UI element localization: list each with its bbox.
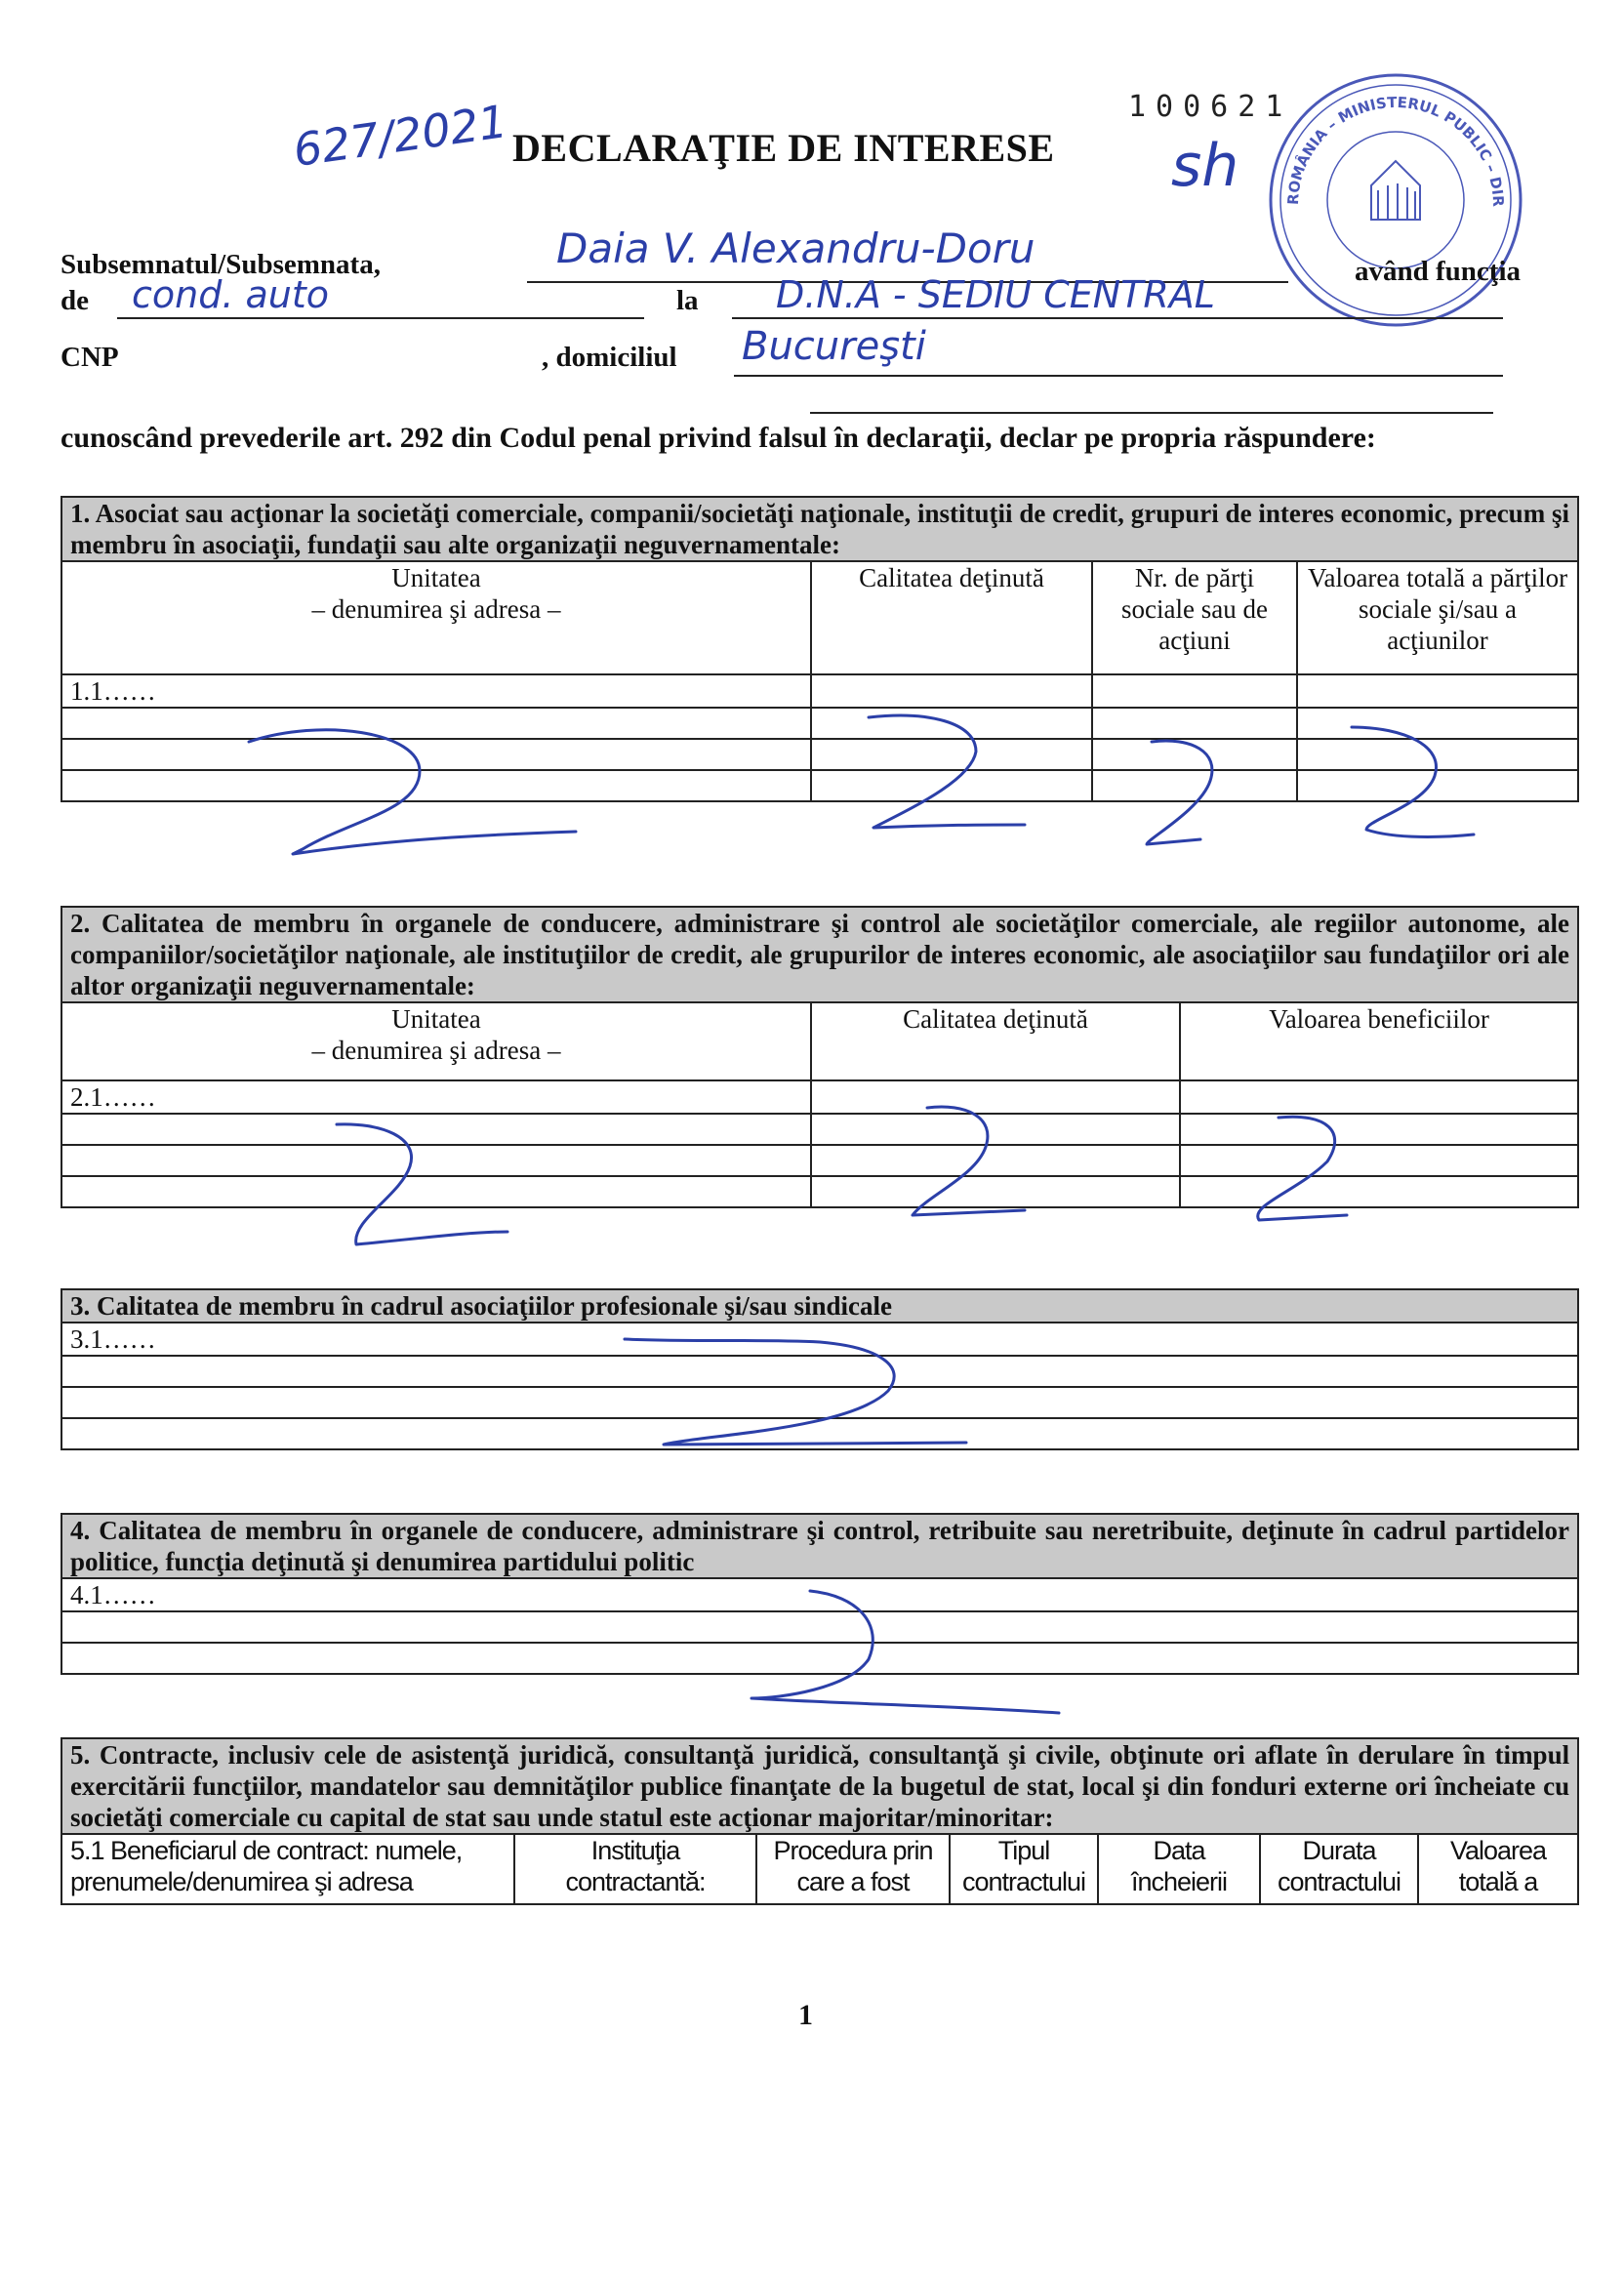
col-unit-line2: – denumirea şi adresa – [311, 594, 561, 624]
table-row [61, 1145, 1578, 1176]
col-type: Tipul contractului [950, 1834, 1098, 1904]
section-5-table [61, 1737, 1579, 1905]
col-beneficiary: 5.1 Beneficiarul de contract: numele, prenumele/denumirea şi adresa [61, 1834, 514, 1904]
row-label: 1.1…… [61, 674, 811, 708]
svg-text:ROMÂNIA – MINISTERUL PUBLIC – [1259, 68, 1507, 207]
domiciliu-label: , domiciliul [542, 342, 677, 373]
domiciliu-line [734, 375, 1503, 377]
section-3-heading: 3. Calitatea de membru în cadrul asociaţiilor profesionale şi/sau sindicale [61, 1289, 1578, 1323]
official-stamp [1259, 68, 1532, 332]
table-row [61, 708, 1578, 739]
col-quality: Calitatea deţinută [811, 561, 1092, 674]
institution-value: D.N.A - SEDIU CENTRAL [776, 273, 1215, 316]
table-row [61, 770, 1578, 801]
declaration-intro: cunoscând prevederile art. 292 din Codul penal privind falsul în declaraţii, declar pe propria răspundere: [61, 422, 1376, 454]
table-row [61, 1114, 1578, 1145]
table-row [61, 739, 1578, 770]
table-row [61, 1323, 1578, 1356]
section-5-heading: 5. Contracte, inclusiv cele de asistenţă juridică, consultanţă juridică, consultanţă şi civile, obţinute ori aflate în derulare în timpul exercitării funcţiilor, mandatelor sau demnităţilor publice finanţate de la bugetul de stat, local şi din fonduri externe ori încheiate cu societăţi comerciale cu capital de stat sau unde statul este acţionar majoritar/minoritar: [61, 1738, 1578, 1834]
col-unit [61, 1002, 811, 1080]
signature-initials: sh [1171, 132, 1239, 200]
registration-handwritten: 627/2021 [290, 94, 511, 178]
cnp-label: CNP [61, 342, 119, 373]
table-row [61, 674, 1578, 708]
section-3-table [61, 1288, 1579, 1450]
function-label: având funcţia [1355, 256, 1522, 287]
col-institution: Instituţia contractantă: [514, 1834, 756, 1904]
table-row [61, 1578, 1578, 1611]
section-4-heading: 4. Calitatea de membru în organele de conducere, administrare şi control, retribuite sau neretribuite, deţinute în cadrul partidelor politice, funcţia deţinută şi denumirea partidului politic [61, 1514, 1578, 1578]
section-4-table [61, 1513, 1579, 1675]
col-unit-line1: Unitatea [391, 1004, 481, 1034]
col-procedure: Procedura prin care a fost [756, 1834, 950, 1904]
col-benefits: Valoarea beneficiilor [1180, 1002, 1578, 1080]
la-label: la [676, 285, 699, 316]
table-row [61, 1611, 1578, 1643]
function-line [117, 317, 644, 319]
col-shares: Nr. de părţi sociale sau de acţiuni [1092, 561, 1297, 674]
col-unit [61, 561, 811, 674]
table-row [61, 1643, 1578, 1674]
row-label: 3.1…… [61, 1323, 1578, 1356]
registration-number: 100621 [1128, 90, 1293, 124]
col-unit-line2: – denumirea şi adresa – [311, 1036, 561, 1065]
row-label: 4.1…… [61, 1578, 1578, 1611]
stamp-text: ROMÂNIA – MINISTERUL PUBLIC – DIR [1283, 93, 1508, 208]
col-date: Data încheierii [1098, 1834, 1260, 1904]
section-1-heading: 1. Asociat sau acţionar la societăţi comerciale, companii/societăţi naţionale, instituţii de credit, grupuri de interes economic, precum şi membru în asociaţii, fundaţii sau alte organizaţii neguvernamentale: [61, 497, 1578, 561]
address-line [810, 412, 1493, 414]
de-label: de [61, 285, 89, 316]
institution-line [732, 317, 1503, 319]
section-2-table [61, 906, 1579, 1208]
domiciliu-value: Bucureşti [742, 324, 926, 369]
col-quality: Calitatea deţinută [811, 1002, 1180, 1080]
function-value: cond. auto [132, 273, 330, 316]
col-value: Valoarea totală a părţilor sociale şi/sau a acţiunilor [1297, 561, 1578, 674]
table-row [61, 1176, 1578, 1207]
table-row [61, 1418, 1578, 1449]
name-value: Daia V. Alexandru-Doru [556, 224, 1035, 272]
subsemnatul-label: Subsemnatul/Subsemnata, [61, 249, 381, 280]
page-number: 1 [798, 1999, 813, 2031]
col-duration: Durata contractului [1260, 1834, 1418, 1904]
table-row [61, 1356, 1578, 1387]
table-row [61, 1080, 1578, 1114]
col-unit-line1: Unitatea [391, 563, 481, 592]
page-title: DECLARAŢIE DE INTERESE [512, 126, 1055, 170]
table-row [61, 1387, 1578, 1418]
row-label: 2.1…… [61, 1080, 811, 1114]
col-total: Valoarea totală a [1418, 1834, 1578, 1904]
section-1-table [61, 496, 1579, 802]
section-2-heading: 2. Calitatea de membru în organele de conducere, administrare şi control ale societăţilor comerciale, ale regiilor autonome, ale companiilor/societăţilor naţionale, ale instituţiilor de credit, ale grupurilor de interes economic, ale asociaţiilor sau fundaţiilor ori ale altor organizaţii neguvernamentale: [61, 907, 1578, 1002]
